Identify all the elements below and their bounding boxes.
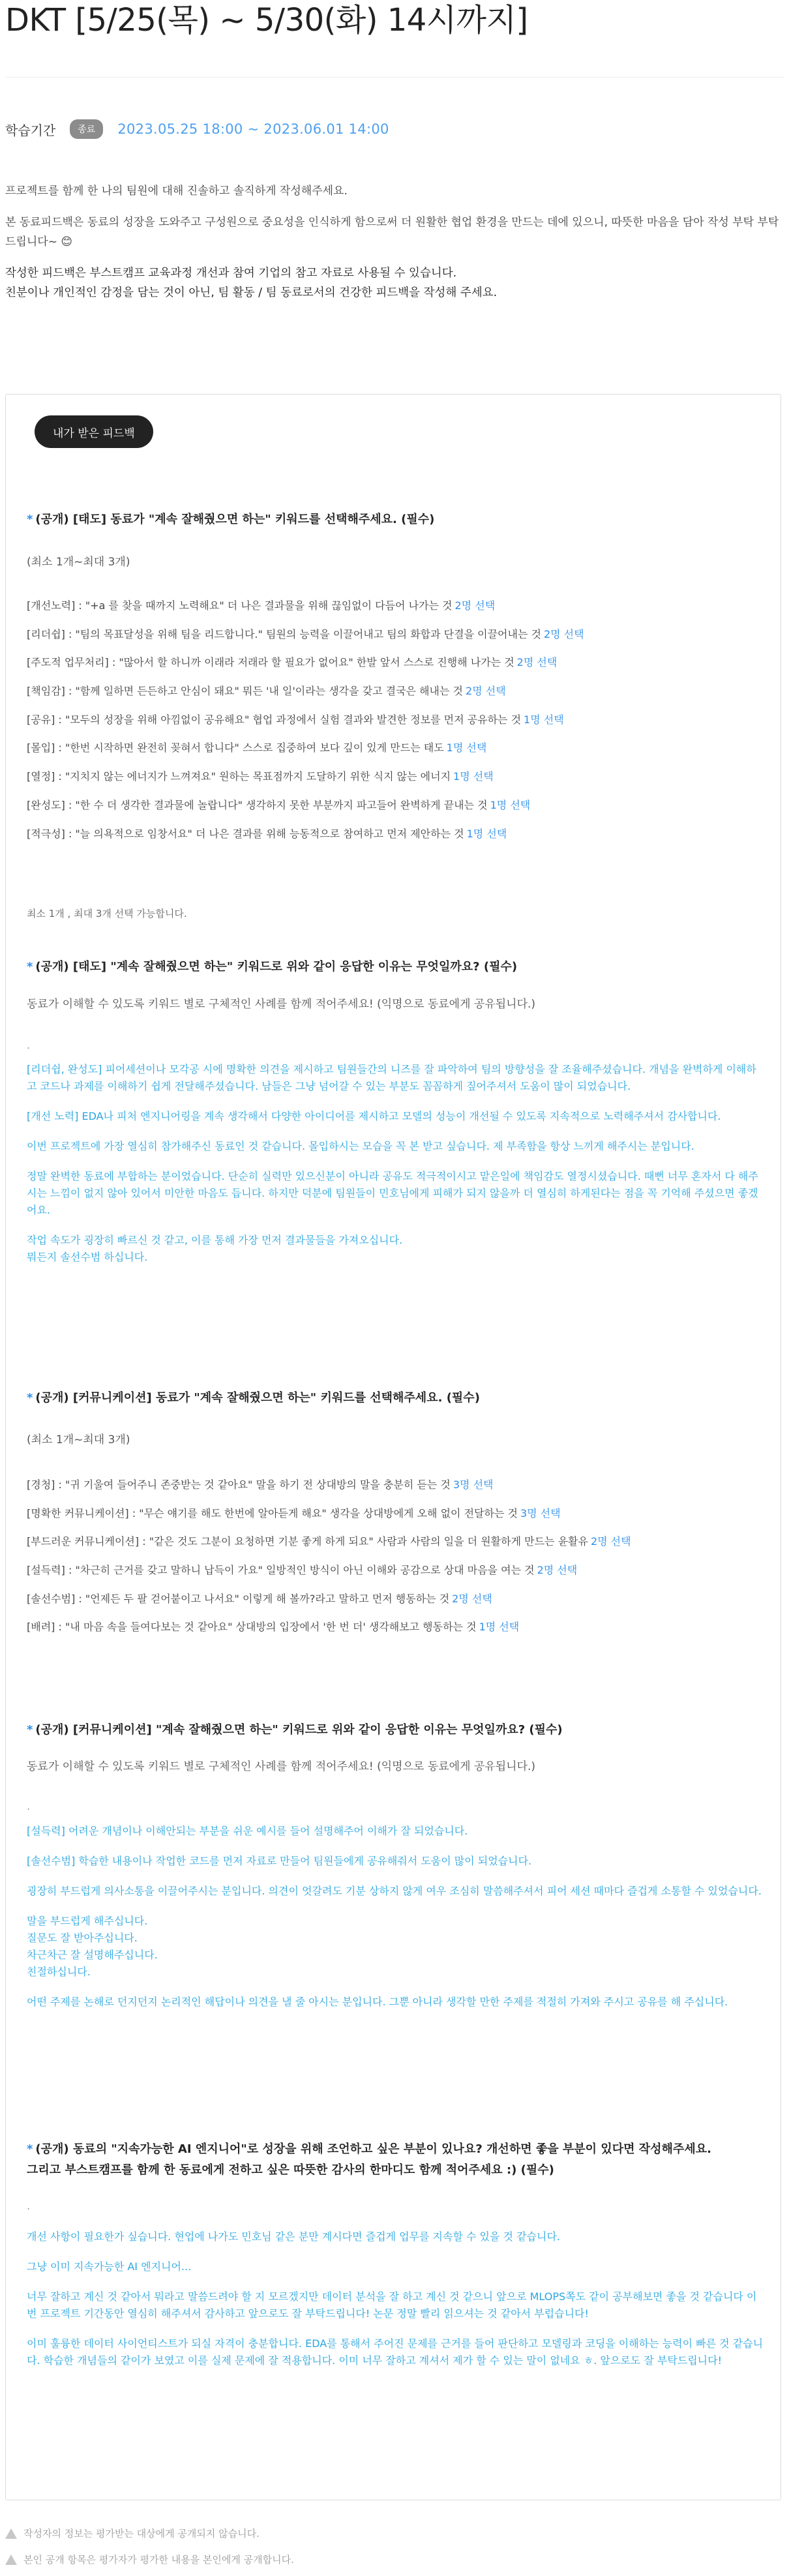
answer-text: [솔선수범] 학습한 내용이나 작업한 코드를 먼저 자료로 만들어 팀원들에게 공유해줘서 도움이 많이 되었습니다. [27, 1855, 532, 1867]
keyword-option: [리더쉽] : "팀의 목표달성을 위해 팀을 리드합니다." 팀원의 능력을 이끌어내고 팀의 화합과 단결을 이끌어내는 것 2명 선택 [27, 627, 584, 640]
answer-text: [리더쉽, 완성도] 피어세션이나 모각공 시에 명확한 의견을 제시하고 팀원들간의 니즈를 잘 파악하여 팀의 방향성을 잘 조율해주셨습니다. 개념을 완벽하게 이해하고 코드나 과제를 이해하기 쉽게 전달해주셨습니다. 남들은 그냥 넘어갈 수 있는 부분도 꼼꼼하게 짚어주셔서 도움이 많이 되었습니다. [27, 1063, 756, 1092]
received-feedback-tab[interactable]: 내가 받은 피드백 [35, 415, 153, 448]
keyword-option: [완성도] : "한 수 더 생각한 결과물에 놀랍니다" 생각하지 못한 부분까지 파고들어 완벽하게 끝내는 것 1명 선택 [27, 798, 531, 811]
keyword-option: [적극성] : "늘 의욕적으로 임창서요" 더 나은 결과를 위해 능동적으로 참여하고 먼저 제안하는 것 1명 선택 [27, 827, 507, 840]
question-range: (최소 1개~최대 3개) [27, 1433, 130, 1446]
answer-list [27, 1061, 764, 1279]
answer-dot: . [27, 2200, 31, 2212]
question-range: (최소 1개~최대 3개) [27, 556, 130, 569]
answer-text: 이번 프로젝트에 가장 열심히 참가해주신 동료인 것 같습니다. 몰입하시는 모습을 꼭 본 받고 싶습니다. 제 부족함을 항상 느끼게 해주시는 분입니다. [27, 1140, 694, 1152]
intro-text [5, 181, 781, 303]
answer-text: 개선 사항이 필요한가 싶습니다. 현업에 나가도 민호님 같은 분만 계시다면 즐겁게 업무를 지속할 수 있을 것 같습니다. [27, 2230, 560, 2243]
answer-text: 작업 속도가 굉장히 빠르신 것 같고, 이를 통해 가장 먼저 결과물들을 가져오십니다. 뭐든지 솔선수범 하십니다. [27, 1234, 403, 1263]
page-title: DKT [5/25(목) ~ 5/30(화) 14시까지] [5, 2, 528, 38]
keyword-option: [몰입] : "한번 시작하면 완전히 꽂혀서 합니다" 스스로 집중하여 보다 깊이 있게 만드는 태도 1명 선택 [27, 741, 487, 755]
question-title: * (공개) [커뮤니케이션] 동료가 "계속 잘해줬으면 하는" 키워드를 선택해주세요. (필수) [27, 1391, 480, 1405]
keyword-option-list [27, 1475, 764, 1646]
selection-note: 최소 1개 , 최대 3개 선택 가능합니다. [27, 908, 187, 920]
answer-text: 이미 훌륭한 데이터 사이언티스트가 되실 자격이 충분합니다. EDA를 통해서 주어진 문제를 근거를 들어 판단하고 모델링과 코딩을 이해하는 능력이 빠른 것 같습니다. 학습한 개념들의 같이가 보였고 이를 실제 문제에 잘 적용합니다. 이미 너무 잘하고 계셔서 제가 할 수 있는 말이 없네요 ㅎ. 앞으로도 잘 부탁드립니다! [27, 2337, 764, 2367]
intro-paragraph: 작성한 피드백은 부스트캠프 교육과정 개선과 참여 기업의 참고 자료로 사용될 수 있습니다. [5, 267, 457, 280]
footer-notes [5, 2521, 294, 2573]
warning-icon [5, 2554, 17, 2565]
keyword-option: [공유] : "모두의 성장을 위해 아낌없이 공유해요" 협업 과정에서 실험 결과와 발견한 정보를 먼저 공유하는 것 1명 선택 [27, 713, 564, 726]
answer-text: 정말 완벽한 동료에 부합하는 분이었습니다. 단순히 실력만 있으신분이 아니라 공유도 적극적이시고 맡은일에 책임감도 열정시셨습니다. 때뻔 너무 혼자서 다 해주시는 느낌이 없지 않아 있어서 미안한 마음도 듭니다. 하지만 덕분에 팀원들이 민호님에게 피해가 되지 않을까 더 열심히 하게된다는 점을 꼭 기억해 주셨으면 좋겠어요. [27, 1170, 758, 1216]
keyword-option: [개선노력] : "+a 를 찾을 때까지 노력해요" 더 나은 결과물을 위해 끊임없이 다듬어 나가는 것 2명 선택 [27, 599, 496, 612]
answer-text: [설득력] 어려운 개념이나 이해안되는 부분을 쉬운 예시를 들어 설명해주어 이해가 잘 되었습니다. [27, 1825, 468, 1837]
period-label: 학습기간 [5, 122, 56, 138]
question-title: * (공개) [커뮤니케이션] "계속 잘해줬으면 하는" 키워드로 위와 같이 응답한 이유는 무엇일까요? (필수) [27, 1723, 563, 1737]
question-description: 동료가 이해할 수 있도록 키워드 별로 구체적인 사례를 함께 적어주세요! (익명으로 동료에게 공유됩니다.) [27, 1760, 536, 1773]
answer-dot: . [27, 1800, 31, 1812]
question-title: * (공개) [태도] 동료가 "계속 잘해줬으면 하는" 키워드를 선택해주세요. (필수) [27, 513, 435, 526]
intro-paragraph: 본 동료피드백은 동료의 성장을 도와주고 구성원으로 중요성을 인식하게 함으로써 더 원활한 협업 환경을 만드는 데에 있으니, 따뜻한 마음을 담아 작성 부탁 부탁드립니다~ 😊 [5, 216, 779, 248]
status-badge: 종료 [70, 119, 103, 139]
answer-text: 어떤 주제를 논해로 던지던지 논리적인 해답이나 의견을 낼 줄 아시는 분입니다. 그뿐 아니라 생각할 만한 주제를 적절히 가져와 주시고 공유를 해 주십니다. [27, 1996, 728, 2008]
study-period [5, 116, 389, 142]
keyword-option: [경청] : "귀 기울여 들어주니 존중받는 것 같아요" 말을 하기 전 상대방의 말을 충분히 듣는 것 3명 선택 [27, 1478, 494, 1491]
feedback-card [5, 394, 781, 2500]
keyword-option: [부드러운 커뮤니케이션] : "같은 것도 그분이 요청하면 기분 좋게 하게 되요" 사람과 사람의 일을 더 원활하게 만드는 윤활유 2명 선택 [27, 1535, 631, 1548]
answer-list [27, 2228, 764, 2382]
answer-text: 굉장히 부드럽게 의사소통을 이끌어주시는 분입니다. 의견이 엇갈려도 기분 상하지 않게 여우 조심히 말씀해주셔서 피어 세션 때마다 즐겁게 소통할 수 있었습니다. [27, 1885, 762, 1897]
keyword-option: [주도적 업무처리] : "많아서 할 하니까 이래라 저래라 할 필요가 없어요" 한발 앞서 스스로 진행해 나가는 것 2명 선택 [27, 656, 558, 669]
period-dates: 2023.05.25 18:00 ~ 2023.06.01 14:00 [117, 121, 389, 137]
answer-text: 그냥 이미 지속가능한 AI 엔지니어... [27, 2260, 192, 2273]
answer-dot: . [27, 1039, 31, 1051]
answer-text: 너무 잘하고 계신 것 같아서 뭐라고 말씀드려야 할 지 모르겠지만 데이터 분석을 잘 하고 계신 것 같으니 앞으로 MLOPS쪽도 같이 공부해보면 좋을 것 같습니다 이번 프로젝트 기간동안 열심히 해주셔서 감사하고 앞으로도 잘 부탁드립니다! 논문 정말 빨리 읽으셔는 것 같아서 부럽습니다! [27, 2290, 757, 2320]
footer-note: 작성자의 정보는 평가받는 대상에게 공개되지 않습니다. [5, 2521, 294, 2547]
footer-note: 본인 공개 항목은 평가자가 평가한 내용을 본인에게 공개합니다. [5, 2547, 294, 2573]
divider [5, 77, 784, 78]
warning-icon [5, 2528, 17, 2539]
answer-list [27, 1823, 764, 2024]
question-description: 동료가 이해할 수 있도록 키워드 별로 구체적인 사례를 함께 적어주세요! (익명으로 동료에게 공유됩니다.) [27, 998, 536, 1011]
keyword-option: [배려] : "내 마음 속을 들여다보는 것 같아요" 상대방의 입장에서 '한 번 더' 생각해보고 행동하는 것 1명 선택 [27, 1621, 520, 1634]
keyword-option: [열정] : "지치지 않는 에너지가 느껴져요" 원하는 목표점까지 도달하기 위한 식지 않는 에너지 1명 선택 [27, 770, 494, 783]
keyword-option-list [27, 596, 764, 852]
keyword-option: [책임감] : "함께 일하면 든든하고 안심이 돼요" 뭐든 '내 일'이라는 생각을 갖고 결국은 해내는 것 2명 선택 [27, 685, 506, 698]
keyword-option: [솔선수범] : "언제든 두 팔 걷어붙이고 나서요" 이렇게 해 볼까?라고 말하고 먼저 행동하는 것 2명 선택 [27, 1592, 492, 1605]
question-title: * (공개) 동료의 "지속가능한 AI 엔지니어"로 성장을 위해 조언하고 싶은 부분이 있나요? 개선하면 좋을 부분이 있다면 작성해주세요. 그리고 부스트캠프를 함께 한 동료에게 전하고 싶은 따뜻한 감사의 한마디도 함께 적어주세요 :) (필수) [27, 2142, 711, 2177]
keyword-option: [명확한 커뮤니케이션] : "무슨 얘기를 해도 한번에 알아듣게 해요" 생각을 상대방에게 오해 없이 전달하는 것 3명 선택 [27, 1506, 561, 1520]
answer-text: 말을 부드럽게 해주십니다. 질문도 잘 받아주십니다. 차근차근 잘 설명해주십니다. 친절하십니다. [27, 1915, 158, 1978]
answer-text: [개선 노력] EDA나 피처 엔지니어링을 계속 생각해서 다양한 아이디어를 제시하고 모델의 성능이 개선될 수 있도록 지속적으로 노력해주셔서 감사합니다. [27, 1110, 721, 1122]
keyword-option: [설득력] : "차근히 근거를 갖고 말하니 납득이 가요" 일방적인 방식이 아닌 이해와 공감으로 상대 마음을 여는 것 2명 선택 [27, 1564, 578, 1577]
intro-paragraph: 친분이나 개인적인 감정을 담는 것이 아닌, 팀 활동 / 팀 동료로서의 건강한 피드백을 작성해 주세요. [5, 286, 498, 299]
question-title: * (공개) [태도] "계속 잘해줬으면 하는" 키워드로 위와 같이 응답한 이유는 무엇일까요? (필수) [27, 960, 518, 974]
intro-paragraph: 프로젝트를 함께 한 나의 팀원에 대해 진솔하고 솔직하게 작성해주세요. [5, 185, 348, 198]
